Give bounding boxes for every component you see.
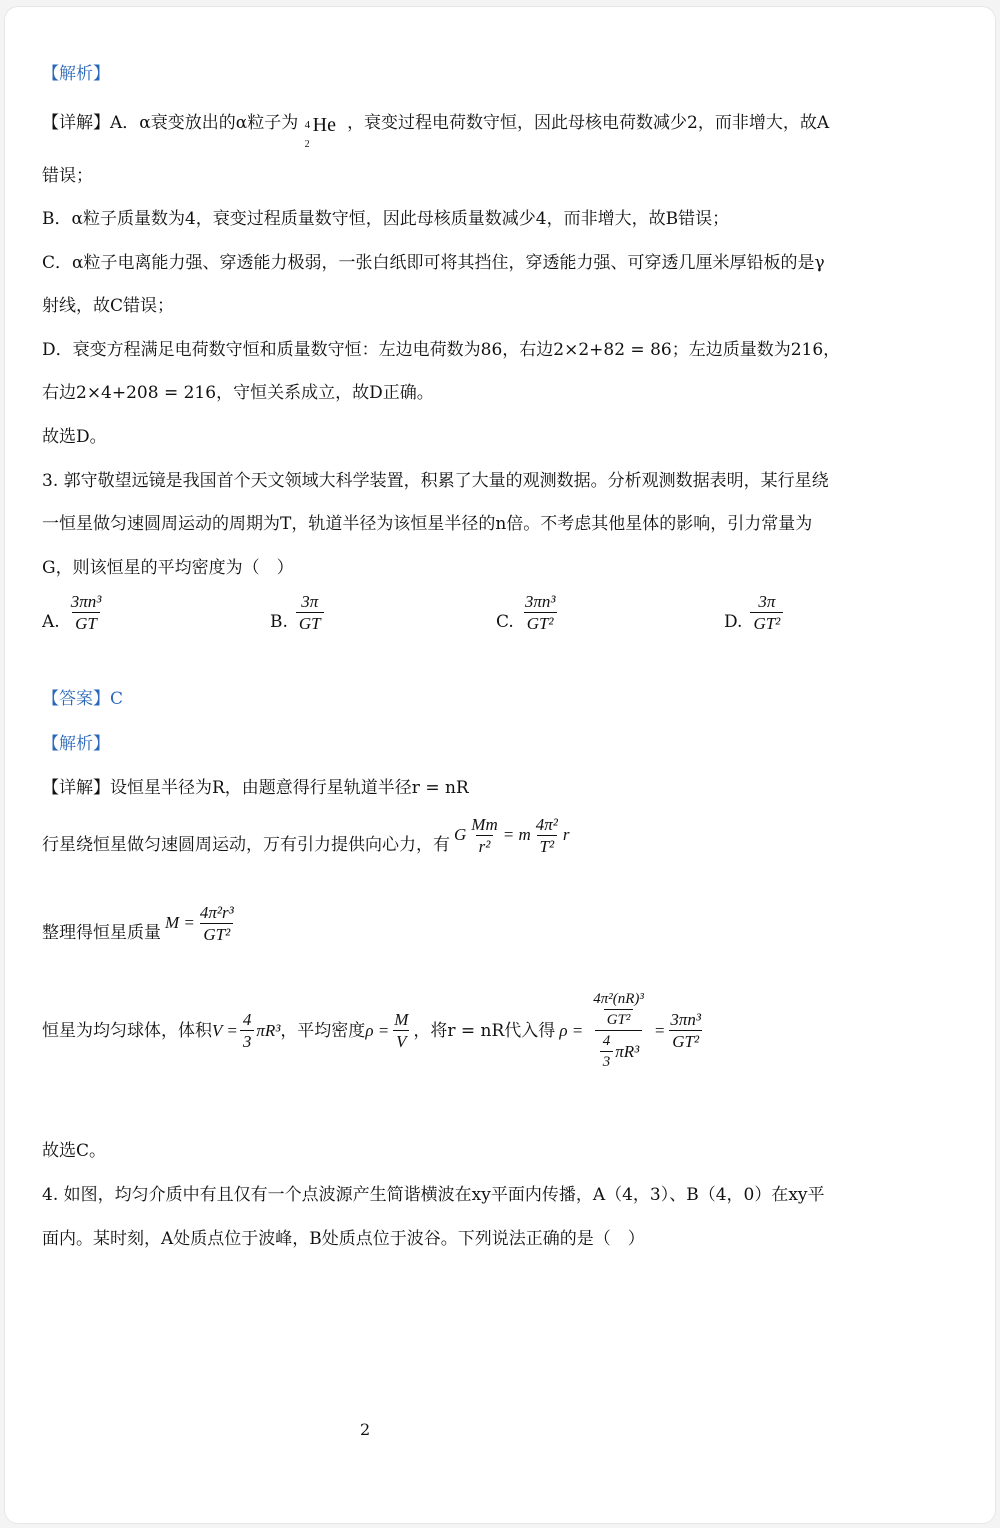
q3-detail-4: [42, 990, 706, 1071]
option-a-fraction: [68, 592, 105, 633]
eq5-result: [667, 1010, 704, 1051]
detail-line-d: D．衰变方程满足电荷数守恒和质量数守恒：左边电荷数为86，右边2×2+82 = 86；左边质量数为216，: [42, 340, 841, 360]
q3-detail-4-text-2: ，平均密度: [280, 1020, 366, 1041]
option-a-den: GT: [72, 612, 100, 633]
eq5-nn: 4π²(nR)³: [593, 991, 644, 1007]
detail-line-c: C．α粒子电离能力强、穿透能力极弱，一张白纸即可将其挡住，穿透能力强、可穿透几厘米厚铅板的是γ: [42, 253, 825, 273]
eq1-n1: Mm: [471, 814, 498, 834]
eq1-d1: r²: [476, 835, 494, 856]
option-b-fraction: [296, 592, 324, 633]
eq2-lhs: M =: [165, 913, 195, 932]
q3-detail-4-text-1: 恒星为均匀球体，体积: [42, 1020, 212, 1041]
eq5-lhs: ρ =: [559, 1020, 584, 1040]
eq5-lower-frac: [600, 1032, 614, 1071]
eq1-tail: r: [562, 825, 570, 844]
eq4-lhs: ρ =: [365, 1020, 390, 1040]
eq3-tail: πR³: [256, 1020, 281, 1040]
option-c-fraction: [522, 592, 559, 633]
option-c-label: C.: [496, 612, 514, 632]
detail-line-d-cont: 右边2×4+208 = 216，守恒关系成立，故D正确。: [42, 383, 434, 403]
option-b-num: 3π: [301, 592, 319, 611]
eq3-d: 3: [240, 1030, 255, 1051]
option-d-den: GT²: [750, 612, 783, 633]
option-b: [270, 592, 326, 633]
eq1-equals: = m: [502, 825, 531, 844]
eq4-n: M: [394, 1010, 409, 1029]
option-d: [724, 592, 785, 633]
option-a-num: 3πn³: [70, 592, 102, 611]
eq1-d2: T²: [537, 835, 558, 856]
eq2-n: 4π²r³: [199, 902, 234, 922]
q3-detail-4-text-3: ，将r = nR代入得: [413, 1020, 556, 1041]
detail-line-c-cont: 射线，故C错误；: [42, 296, 175, 316]
detail-line-a-cont: 错误；: [42, 166, 93, 186]
option-c-den: GT²: [524, 612, 557, 633]
eq3-lhs: V =: [212, 1020, 238, 1040]
helium-letters: He: [312, 114, 336, 136]
answer-line: [42, 688, 123, 710]
eq3-frac: [240, 1010, 255, 1051]
option-b-den: GT: [296, 612, 324, 633]
eq5-upper: [585, 990, 652, 1030]
eq5-dn: 4: [602, 1033, 611, 1049]
option-d-num: 3π: [758, 592, 776, 611]
eq4-d: V: [393, 1030, 409, 1051]
eq5-compound-fraction: [585, 990, 652, 1071]
eq5-lower: [595, 1030, 643, 1071]
analysis-heading: 【解析】: [42, 64, 110, 84]
question-3-line-3: G，则该恒星的平均密度为（ ）: [42, 558, 294, 578]
detail-line-a: [42, 112, 830, 150]
eq5-equals: =: [653, 1020, 666, 1040]
helium-mass: 4: [304, 119, 311, 131]
question-3-line-2: 一恒星做匀速圆周运动的周期为T，轨道半径为该恒星半径的n倍。不考虑其他星体的影响，引力常量为: [42, 514, 813, 534]
conclusion-c: 故选C。: [42, 1141, 107, 1161]
question-3-line-1: 3. 郭守敬望远镜是我国首个天文领域大科学装置，积累了大量的观测数据。分析观测数据表明，某行星绕: [42, 471, 829, 491]
document-page: [4, 6, 996, 1524]
page-number: 2: [360, 1420, 371, 1439]
eq1-n2: 4π²: [535, 814, 558, 834]
eq1-g: G: [454, 825, 467, 844]
eq5-rn: 3πn³: [670, 1010, 701, 1029]
detail-line-b: B．α粒子质量数为4，衰变过程质量数守恒，因此母核质量数减少4，而非增大，故B错误；: [42, 209, 730, 229]
q3-detail-3-text: 整理得恒星质量: [42, 923, 161, 943]
q3-detail-2-text: 行星绕恒星做匀速圆周运动，万有引力提供向心力，有: [42, 835, 450, 855]
eq1-frac-2: [533, 815, 561, 856]
eq5-dt: πR³: [615, 1042, 640, 1061]
eq5-upper-frac: [590, 990, 647, 1029]
answer-text: 【答案】C: [42, 689, 124, 709]
detail-text-a1: 【详解】A．α衰变放出的α粒子为: [42, 113, 299, 133]
eq5-dd: 3: [600, 1051, 614, 1071]
eq5-rd: GT²: [669, 1030, 702, 1051]
q3-detail-1: 【详解】设恒星半径为R，由题意得行星轨道半径r = nR: [42, 778, 469, 798]
question-4-line-1: 4. 如图，均匀介质中有且仅有一个点波源产生简谐横波在xy平面内传播，A（4，3）、B（4，0）在xy平: [42, 1185, 825, 1205]
eq3-n: 4: [242, 1010, 252, 1029]
q3-detail-3: [42, 902, 239, 944]
question-4-line-2: 面内。某时刻，A处质点位于波峰，B处质点位于波谷。下列说法正确的是（ ）: [42, 1229, 645, 1249]
option-d-label: D.: [724, 612, 743, 632]
eq2-d: GT²: [200, 923, 233, 944]
eq5-nd: GT²: [604, 1009, 634, 1029]
conclusion-d: 故选D。: [42, 427, 107, 447]
option-c-num: 3πn³: [524, 592, 556, 611]
helium-charge: 2: [304, 139, 310, 150]
eq2-frac: [197, 903, 237, 944]
option-a-label: A.: [42, 612, 60, 632]
analysis-heading-2: 【解析】: [42, 734, 110, 754]
detail-text-a2: ，衰变过程电荷数守恒，因此母核电荷数减少2，而非增大，故A: [347, 113, 830, 133]
q3-detail-2: [42, 814, 569, 856]
option-c: [496, 592, 560, 633]
option-a: [42, 592, 106, 633]
option-b-label: B.: [270, 612, 288, 632]
eq1-frac-1: [468, 815, 500, 856]
option-d-fraction: [750, 592, 783, 633]
eq4-frac: [391, 1010, 411, 1051]
